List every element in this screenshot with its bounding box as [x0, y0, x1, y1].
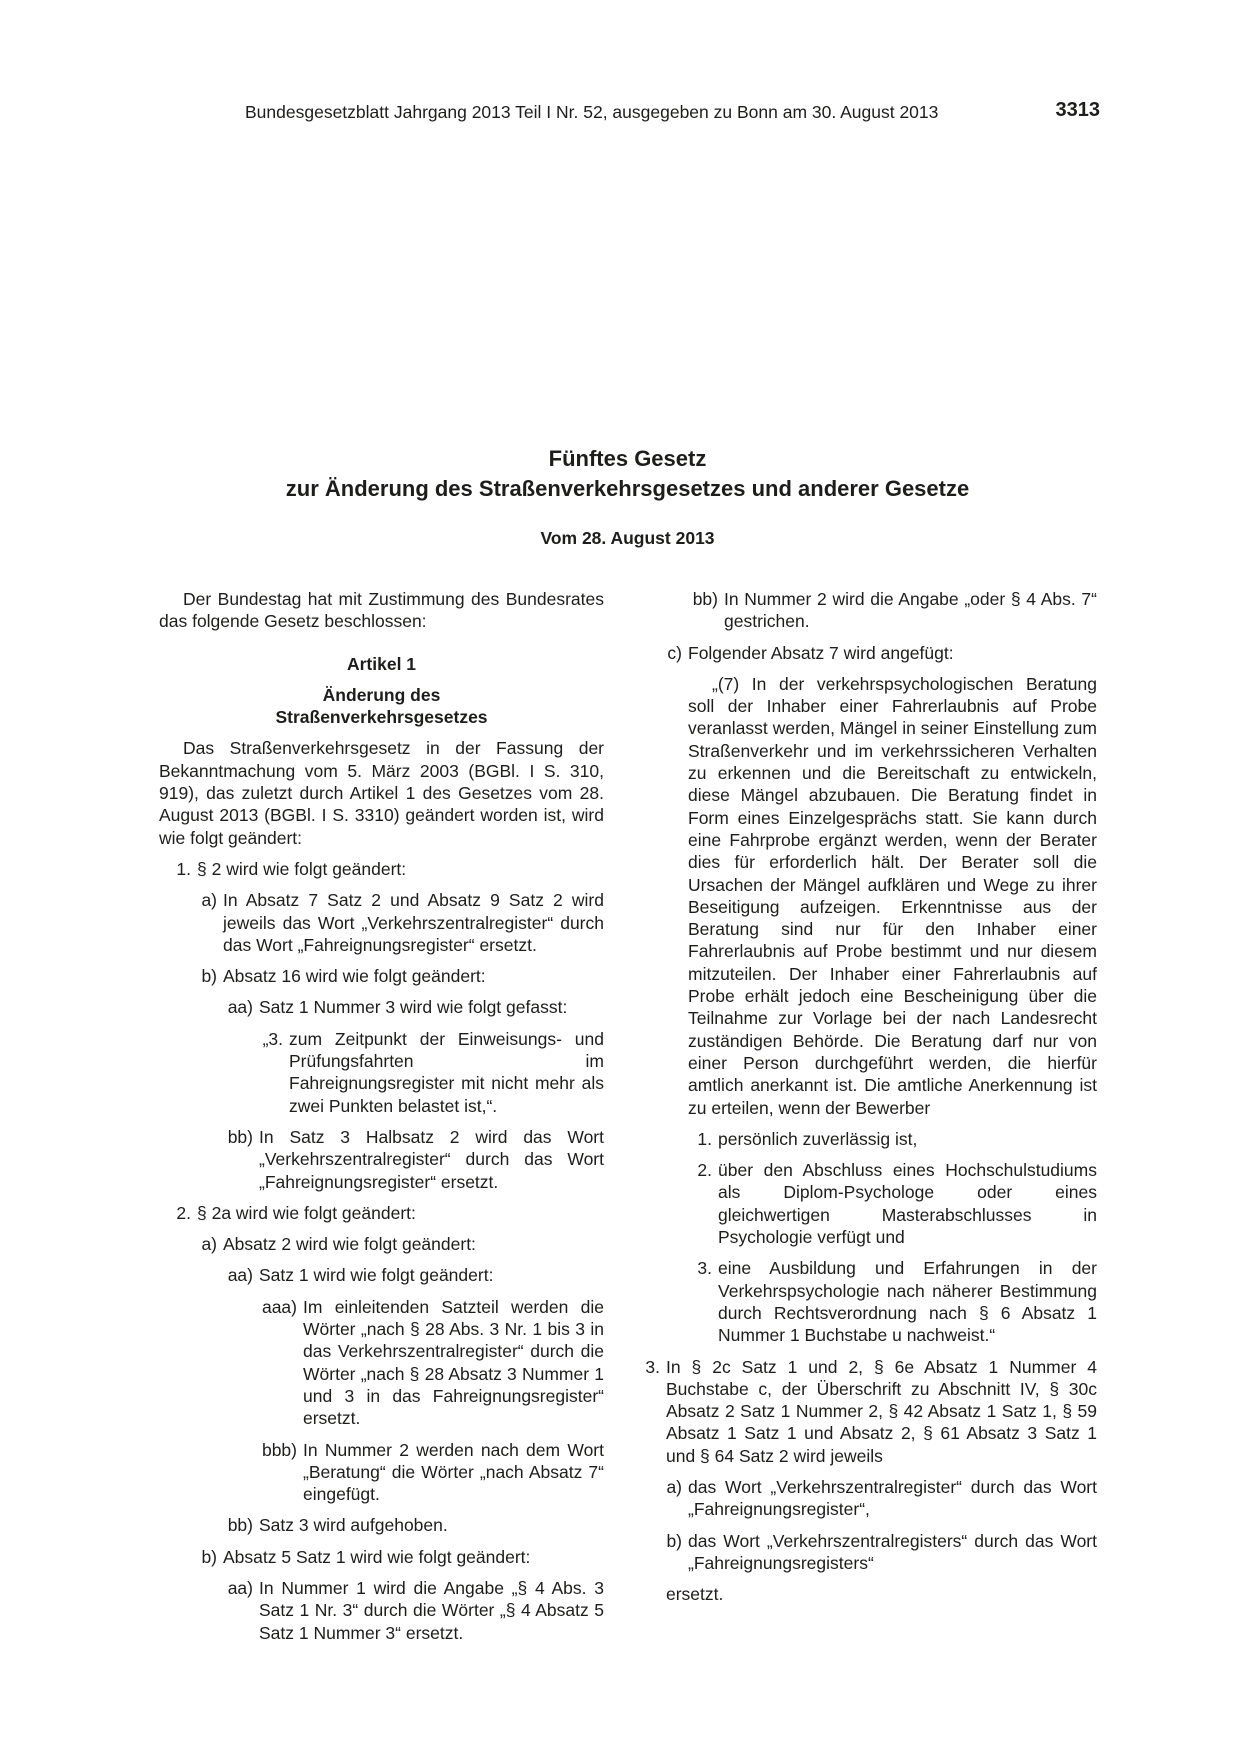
- item-text: Folgender Absatz 7 wird angefügt:: [688, 642, 954, 663]
- list-item-1b-bb: [223, 1126, 604, 1193]
- item-label: bbb): [261, 1439, 297, 1460]
- quoted-paragraph-7: „(7) In der verkehrspsychologischen Beratung soll der Inhaber einer Fahrerlaubnis auf Probe veranlasst werden, Mängel in seiner Einstellung zum Straßenverkehr und im verkehrssicheren Verhalten zu erkennen und die Bereitschaft zu entwickeln, diese Mängel abzubauen. Die Beratung findet in Form eines Einzelgesprächs statt. Sie kann durch eine Fahrprobe ergänzt werden, wenn der Berater dies für erforderlich hält. Der Berater soll die Ursachen der Mängel aufklären und Wege zu ihrer Beseitigung aufzeigen. Erkenntnisse aus der Beratung sind nur für den Inhaber einer Fahrerlaubnis auf Probe bestimmt und nur diesem mitzuteilen. Der Inhaber einer Fahrerlaubnis auf Probe erhält jedoch eine Bescheinigung über die Teilnahme zur Vorlage bei der nach Landesrecht zuständigen Behörde. Die Beratung darf nur von einer Person durchgeführt werden, die hierfür amtlich anerkannt ist. Die amtliche Anerkennung ist zu erteilen, wenn der Bewerber: [688, 673, 1097, 1118]
- quoted-condition-1: [688, 1128, 1097, 1150]
- item-label: b): [666, 1530, 682, 1551]
- article-title-line-2: Straßenverkehrsgesetzes: [275, 707, 488, 728]
- item-text: Absatz 2 wird wie folgt geändert:: [223, 1234, 476, 1255]
- item-label: a): [666, 1476, 682, 1497]
- quoted-condition-3: [688, 1257, 1097, 1346]
- item-label: bb): [227, 1515, 253, 1536]
- article-title-line-1: Änderung des: [322, 684, 441, 705]
- item-text: zum Zeitpunkt der Einweisungs- und Prüfungsfahrten im Fahreignungsregister mit nicht mehr als zwei Punkten belastet ist,“.: [289, 1028, 604, 1116]
- item-label: 1.: [176, 858, 191, 879]
- item-label: b): [201, 1546, 217, 1567]
- item-text: das Wort „Verkehrszentralregister“ durch das Wort „Fahreignungsregister“,: [688, 1476, 1097, 1520]
- list-item-2a-aaa: [223, 1296, 604, 1430]
- item-text: Satz 1 Nummer 3 wird wie folgt gefasst:: [259, 997, 568, 1018]
- item-label: 2.: [176, 1202, 191, 1223]
- law-date: Vom 28. August 2013: [540, 528, 715, 548]
- law-title-line-1: Fünftes Gesetz: [548, 446, 707, 471]
- list-item-2b-aa: [223, 1577, 604, 1644]
- item-text: In Absatz 7 Satz 2 und Absatz 9 Satz 2 wird jeweils das Wort „Verkehrszentralregister“ durch das Wort „Fahreignungsregister“ ersetzt.: [223, 890, 604, 955]
- list-item-3b: [656, 1530, 1097, 1575]
- item-3-closing: ersetzt.: [666, 1584, 724, 1605]
- law-title-block: [160, 444, 1095, 550]
- list-item-2b-bb: [688, 588, 1097, 633]
- quoted-number-3: [259, 1028, 604, 1117]
- item-text: In Nummer 1 wird die Angabe „§ 4 Abs. 3 Satz 1 Nr. 3“ durch die Wörter „§ 4 Absatz 5 Satz 1 Nummer 3“ ersetzt.: [259, 1577, 604, 1643]
- list-item-2a-aa: [223, 1264, 604, 1286]
- list-item-2: [159, 1202, 604, 1224]
- item-text: Satz 1 wird wie folgt geändert:: [259, 1265, 494, 1286]
- article-number: Artikel 1: [346, 653, 417, 674]
- item-label: aaa): [261, 1296, 297, 1317]
- list-item-2b: [191, 1546, 604, 1568]
- item-label: c): [667, 642, 682, 663]
- item-text: In Nummer 2 wird die Angabe „oder § 4 Abs. 7“ gestrichen.: [724, 589, 1097, 632]
- item-label: bb): [227, 1126, 253, 1147]
- item-text: eine Ausbildung und Erfahrungen in der Verkehrspsychologie nach näherer Bestimmung durch Rechtsverordnung nach § 6 Absatz 1 Nummer 1 Buchstabe u nachweist.“: [718, 1258, 1097, 1346]
- item-label: b): [201, 966, 217, 987]
- list-item-1a: [191, 889, 604, 956]
- item-text: das Wort „Verkehrszentralregisters“ durch das Wort „Fahreignungsregisters“: [688, 1530, 1097, 1573]
- item-label: a): [201, 890, 217, 911]
- article-preamble: Das Straßenverkehrsgesetz in der Fassung der Bekanntmachung vom 5. März 2003 (BGBl. I S. 310, 919), das zuletzt durch Artikel 1 des Gesetzes vom 28. August 2013 (BGBl. I S. 3310) geändert worden ist, wird wie folgt geändert:: [159, 738, 604, 848]
- enacting-clause: Der Bundestag hat mit Zustimmung des Bundesrates das folgende Gesetz beschlossen:: [159, 589, 604, 632]
- right-column: [645, 588, 1097, 1605]
- item-text: § 2a wird wie folgt geändert:: [197, 1202, 416, 1223]
- item-text: In § 2c Satz 1 und 2, § 6e Absatz 1 Nummer 4 Buchstabe c, der Überschrift zu Abschnitt IV, § 30c Absatz 2 Satz 1 Nummer 2, § 42 Absatz 1 Satz 1, § 59 Absatz 1 Satz 1 und Absatz 2, § 61 Absatz 3 Satz 1 und § 64 Satz 2 wird jeweils: [666, 1356, 1097, 1466]
- item-label: 3.: [645, 1356, 660, 1377]
- item-label: „3.: [262, 1028, 283, 1049]
- item-text: Absatz 5 Satz 1 wird wie folgt geändert:: [223, 1546, 531, 1567]
- item-label: a): [201, 1234, 217, 1255]
- list-item-3: [636, 1356, 1097, 1467]
- item-label: 2.: [697, 1160, 712, 1181]
- item-text: § 2 wird wie folgt geändert:: [197, 858, 407, 879]
- list-item-2c: [656, 642, 1097, 664]
- item-label: 1.: [697, 1128, 712, 1149]
- list-item-1b: [191, 965, 604, 987]
- list-item-1b-aa: [223, 996, 604, 1018]
- item-text: Satz 3 wird aufgehoben.: [259, 1515, 448, 1536]
- page-number: 3313: [1055, 99, 1100, 121]
- running-title: Bundesgesetzblatt Jahrgang 2013 Teil I Nr. 52, ausgegeben zu Bonn am 30. August 2013: [245, 102, 939, 122]
- item-label: aa): [227, 997, 253, 1018]
- list-item-2a-bb: [223, 1514, 604, 1536]
- item-text: über den Abschluss eines Hochschulstudiums als Diplom-Psychologe oder eines gleichwertigen Masterabschlusses in Psychologie verfügt und: [718, 1160, 1097, 1248]
- item-label: 3.: [697, 1258, 712, 1279]
- list-item-3a: [656, 1476, 1097, 1521]
- item-text: Absatz 16 wird wie folgt geändert:: [223, 966, 486, 987]
- list-item-1: [159, 858, 604, 880]
- left-column: [159, 588, 604, 1644]
- item-label: bb): [692, 589, 718, 609]
- item-text: Im einleitenden Satzteil werden die Wörter „nach § 28 Abs. 3 Nr. 1 bis 3 in das Verkehrszentralregister“ durch die Wörter „nach § 28 Absatz 3 Nummer 1 und 3 in das Fahreignungsregister“ ersetzt.: [303, 1296, 604, 1429]
- item-text: In Nummer 2 werden nach dem Wort „Beratung“ die Wörter „nach Absatz 7“ eingefügt.: [303, 1439, 604, 1505]
- item-text: In Satz 3 Halbsatz 2 wird das Wort „Verkehrszentralregister“ durch das Wort „Fahreignungsregister“ ersetzt.: [259, 1126, 604, 1192]
- item-text: persönlich zuverlässig ist,: [718, 1128, 918, 1149]
- item-label: aa): [227, 1577, 253, 1598]
- list-item-2a: [191, 1233, 604, 1255]
- quoted-condition-2: [688, 1159, 1097, 1248]
- item-label: aa): [227, 1265, 253, 1286]
- law-title-line-2: zur Änderung des Straßenverkehrsgesetzes und anderer Gesetze: [285, 476, 970, 501]
- list-item-2a-bbb: [223, 1439, 604, 1506]
